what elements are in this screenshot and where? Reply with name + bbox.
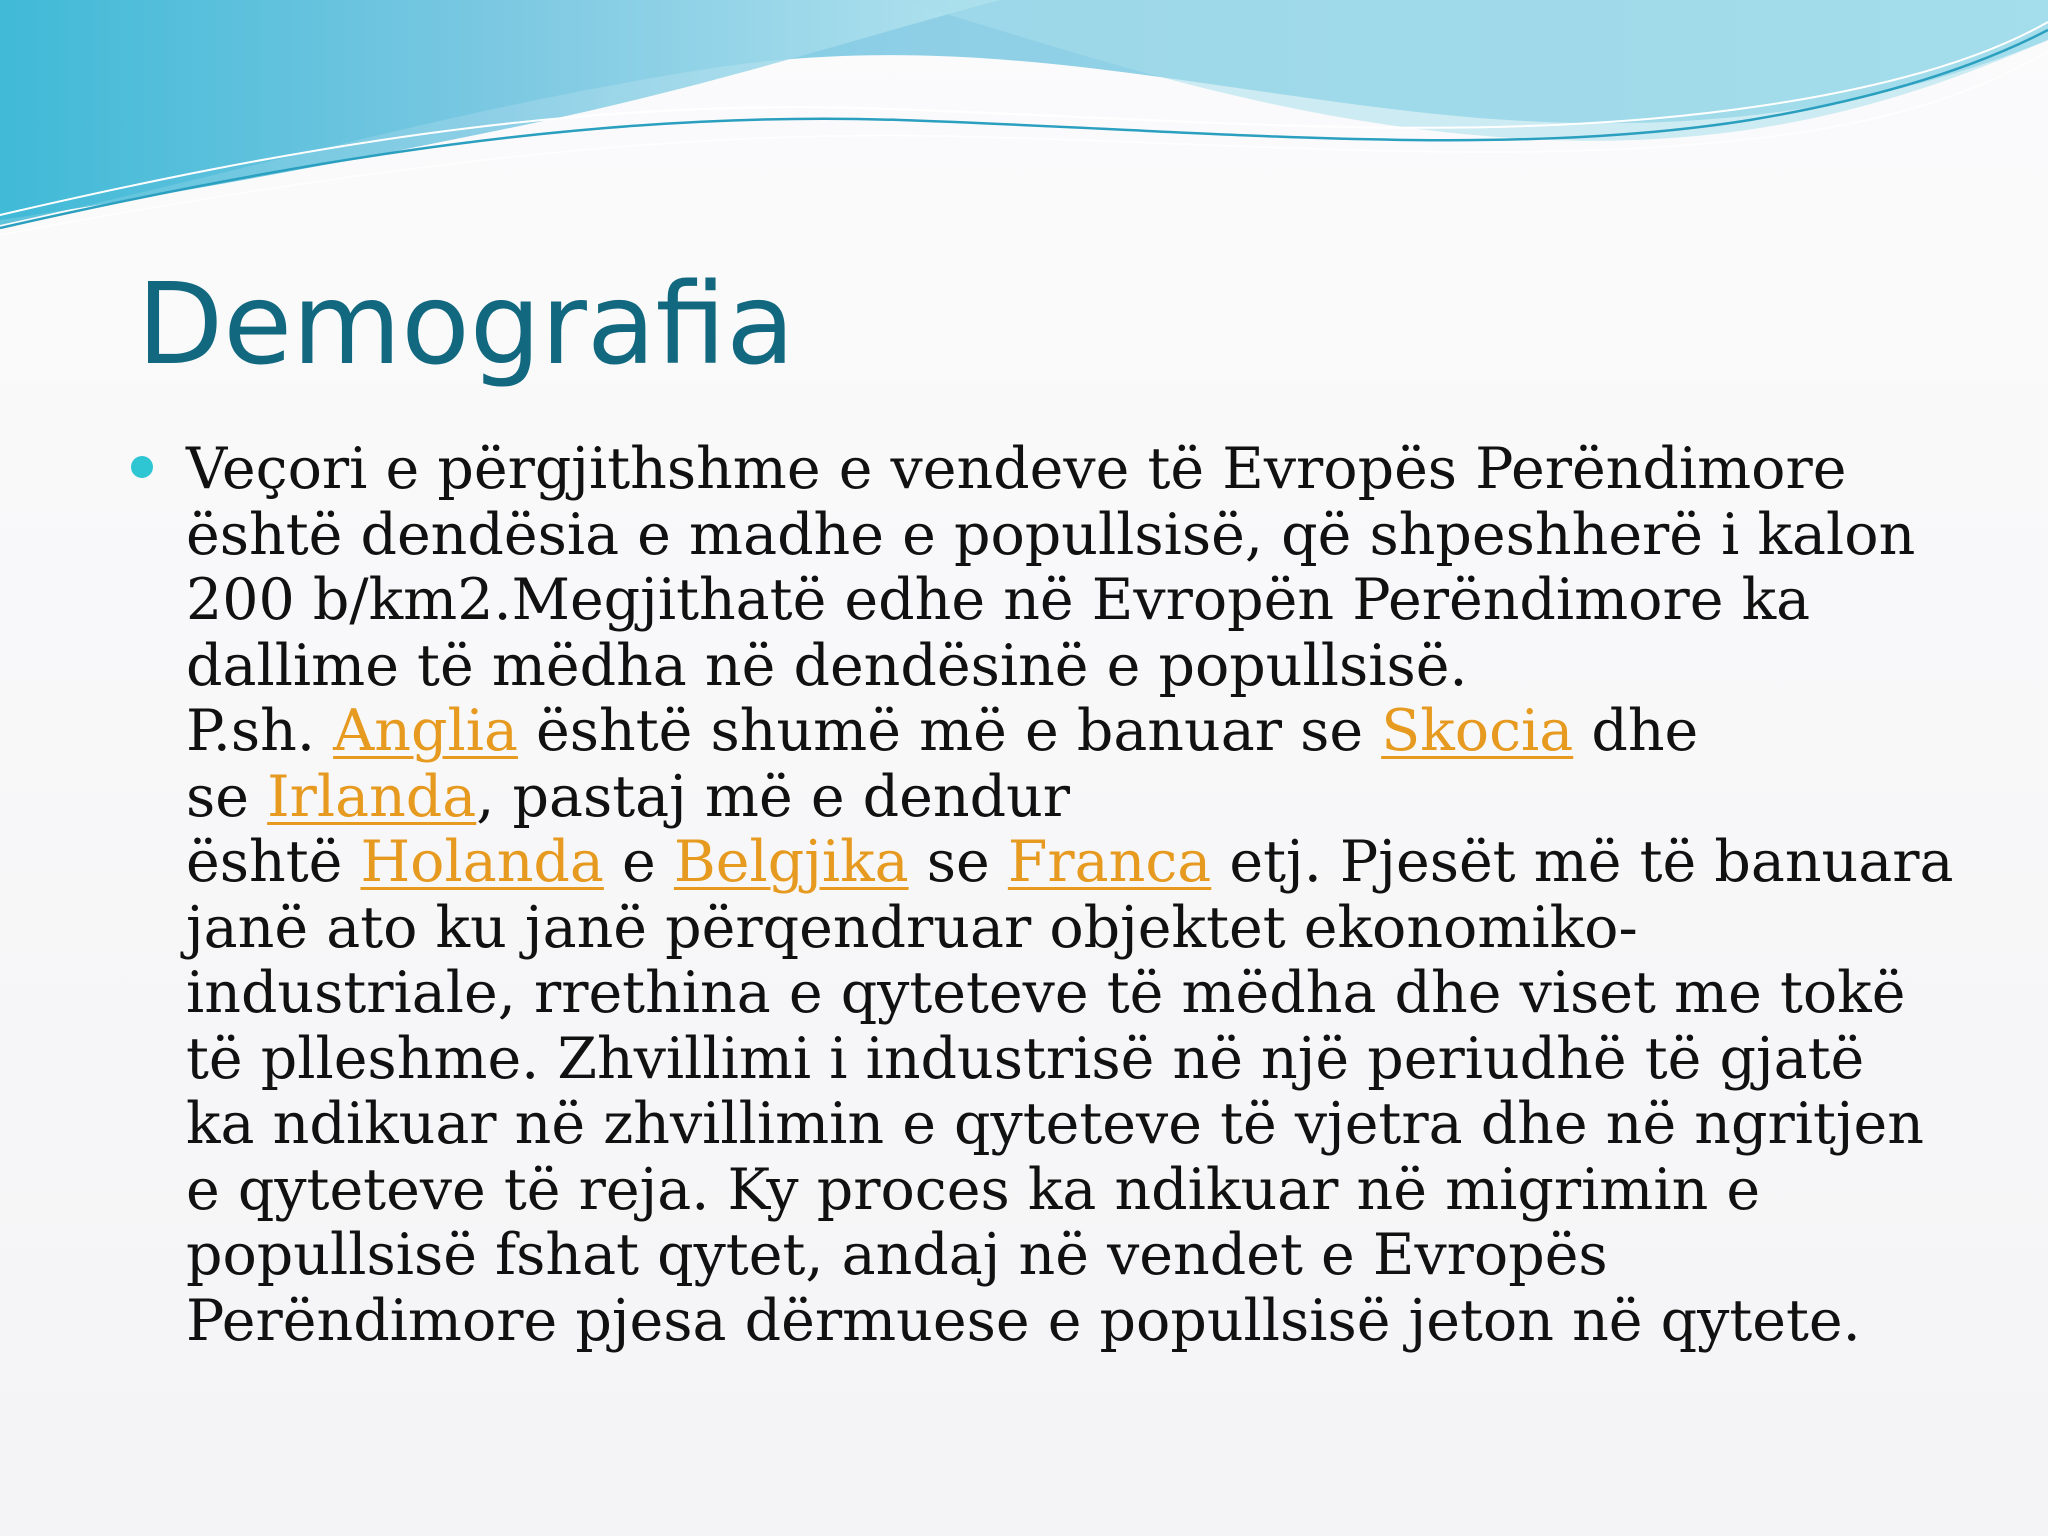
text-line: Veçori e përgjithshme e vendeve të Evropës Perëndimore (186, 436, 1847, 502)
text-segment: se (186, 763, 268, 830)
text-segment: P.sh. (186, 698, 334, 764)
text-line: janë ato ku janë përqendruar objektet ekonomiko- (186, 894, 1638, 961)
text-line: 200 b/km2.Megjithatë edhe në Evropën Perëndimore ka (186, 567, 1811, 633)
link-anglia[interactable]: Anglia (333, 698, 518, 764)
link-irlanda[interactable]: Irlanda (267, 763, 477, 830)
slide-title: Demografia (137, 260, 795, 390)
text-line: Perëndimore pjesa dërmuese e popullsisë jeton në qytete. (186, 1287, 1861, 1354)
text-line: e qyteteve të reja. Ky proces ka ndikuar në migrimin e (186, 1156, 1761, 1223)
text-segment: e (603, 829, 674, 895)
link-skocia[interactable]: Skocia (1381, 698, 1574, 764)
text-line: popullsisë fshat qytet, andaj në vendet e Evropës (186, 1222, 1608, 1288)
text-segment: është shumë më e banuar se (517, 698, 1382, 764)
bullet-icon (131, 456, 153, 478)
text-line: ka ndikuar në zhvillimin e qyteteve të vjetra dhe në ngritjen (186, 1091, 1924, 1157)
text-line: është dendësia e madhe e popullsisë, që shpeshherë i kalon (186, 501, 1916, 568)
text-line (186, 699, 1976, 765)
text-segment: dhe (1573, 698, 1699, 764)
link-belgjika[interactable]: Belgjika (673, 829, 909, 895)
header-wave-decoration (0, 0, 2048, 240)
text-line: të plleshme. Zhvillimi i industrisë në një periudhë të gjatë (186, 1025, 1865, 1092)
text-segment: se (908, 829, 1008, 895)
text-segment: etj. Pjesët më të banuara (1211, 829, 1954, 895)
text-line: dallime të mëdha në dendësinë e popullsisë. (186, 632, 1468, 699)
link-holanda[interactable]: Holanda (360, 829, 604, 895)
text-line: industriale, rrethina e qyteteve të mëdha dhe viset me tokë (186, 960, 1906, 1026)
bullet-paragraph (186, 437, 1976, 1354)
text-segment: është (186, 829, 361, 895)
text-line (186, 765, 1976, 831)
text-line (186, 830, 1976, 896)
link-franca[interactable]: Franca (1007, 829, 1212, 895)
text-segment: , pastaj më e dendur (476, 763, 1071, 830)
